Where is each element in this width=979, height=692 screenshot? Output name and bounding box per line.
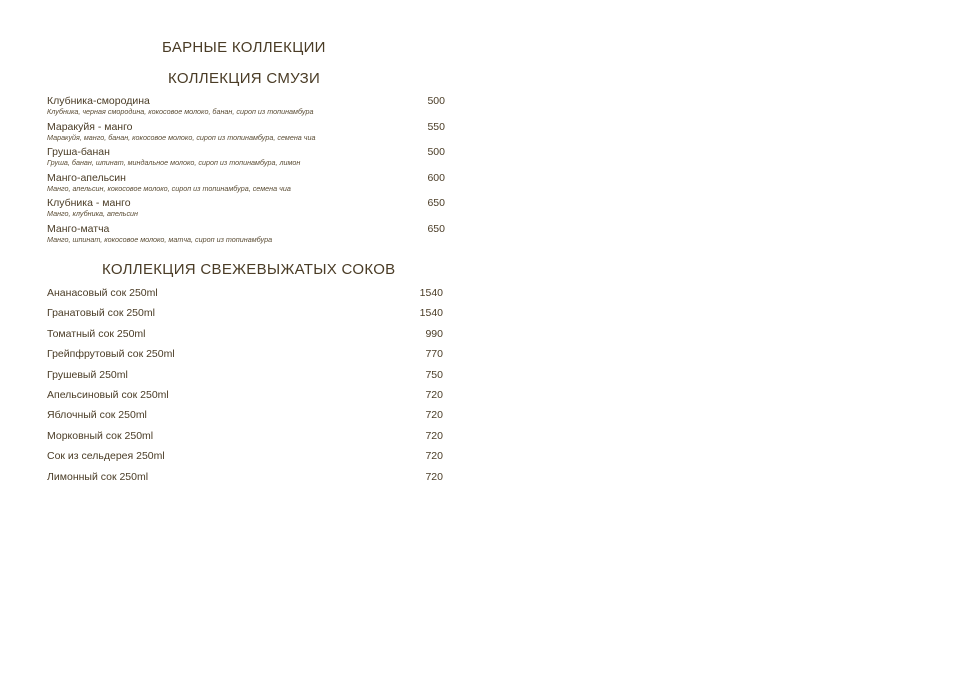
juice-item — [47, 328, 443, 342]
smoothie-description: Манго, апельсин, кокосовое молоко, сироп из топинамбура, семена чиа — [47, 184, 291, 193]
juice-price: 990 — [425, 328, 443, 340]
smoothie-price: 600 — [427, 172, 445, 184]
juice-price: 720 — [425, 471, 443, 483]
smoothie-name: Груша-банан — [47, 146, 110, 158]
smoothie-description: Груша, банан, шпинат, миндальное молоко, сироп из топинамбура, лимон — [47, 158, 301, 167]
juice-price: 1540 — [419, 287, 443, 299]
juice-item — [47, 389, 443, 403]
juice-item — [47, 471, 443, 485]
juice-item — [47, 409, 443, 423]
juice-item — [47, 369, 443, 383]
juice-price: 720 — [425, 389, 443, 401]
juice-name: Ананасовый сок 250ml — [47, 287, 158, 299]
juice-name: Яблочный сок 250ml — [47, 409, 147, 421]
juice-item — [47, 348, 443, 362]
juice-price: 750 — [425, 369, 443, 381]
smoothie-section-title: КОЛЛЕКЦИЯ СМУЗИ — [168, 70, 321, 87]
juice-price: 720 — [425, 409, 443, 421]
smoothie-price: 650 — [427, 223, 445, 235]
juice-name: Сок из сельдерея 250ml — [47, 450, 165, 462]
smoothie-price: 650 — [427, 197, 445, 209]
juice-section-title: КОЛЛЕКЦИЯ СВЕЖЕВЫЖАТЫХ СОКОВ — [102, 261, 396, 278]
juice-name: Грушевый 250ml — [47, 369, 128, 381]
smoothie-name: Клубника-смородина — [47, 95, 150, 107]
juice-name: Морковный сок 250ml — [47, 430, 154, 442]
juice-item — [47, 450, 443, 464]
juice-name: Томатный сок 250ml — [47, 328, 146, 340]
juice-name: Апельсиновый сок 250ml — [47, 389, 169, 401]
juice-name: Грейпфрутовый сок 250ml — [47, 348, 175, 360]
smoothie-name: Манго-матча — [47, 223, 110, 235]
juice-price: 720 — [425, 430, 443, 442]
smoothie-description: Маракуйя, манго, банан, кокосовое молоко, сироп из топинамбура, семена чиа — [47, 133, 316, 142]
juice-name: Лимонный сок 250ml — [47, 471, 149, 483]
juice-price: 720 — [425, 450, 443, 462]
juice-item — [47, 307, 443, 321]
smoothie-price: 500 — [427, 146, 445, 158]
juice-item — [47, 430, 443, 444]
smoothie-description: Клубника, черная смородина, кокосовое молоко, банан, сироп из топинамбура — [47, 107, 314, 116]
page-title: БАРНЫЕ КОЛЛЕКЦИИ — [162, 39, 326, 56]
juice-price: 770 — [425, 348, 443, 360]
smoothie-description: Манго, клубника, апельсин — [47, 209, 138, 218]
smoothie-name: Клубника - манго — [47, 197, 131, 209]
smoothie-description: Манго, шпинат, кокосовое молоко, матча, сироп из топинамбура — [47, 235, 273, 244]
smoothie-price: 500 — [427, 95, 445, 107]
smoothie-price: 550 — [427, 121, 445, 133]
smoothie-name: Манго-апельсин — [47, 172, 126, 184]
juice-item — [47, 287, 443, 301]
juice-price: 1540 — [419, 307, 443, 319]
smoothie-name: Маракуйя - манго — [47, 121, 133, 133]
juice-name: Гранатовый сок 250ml — [47, 307, 155, 319]
